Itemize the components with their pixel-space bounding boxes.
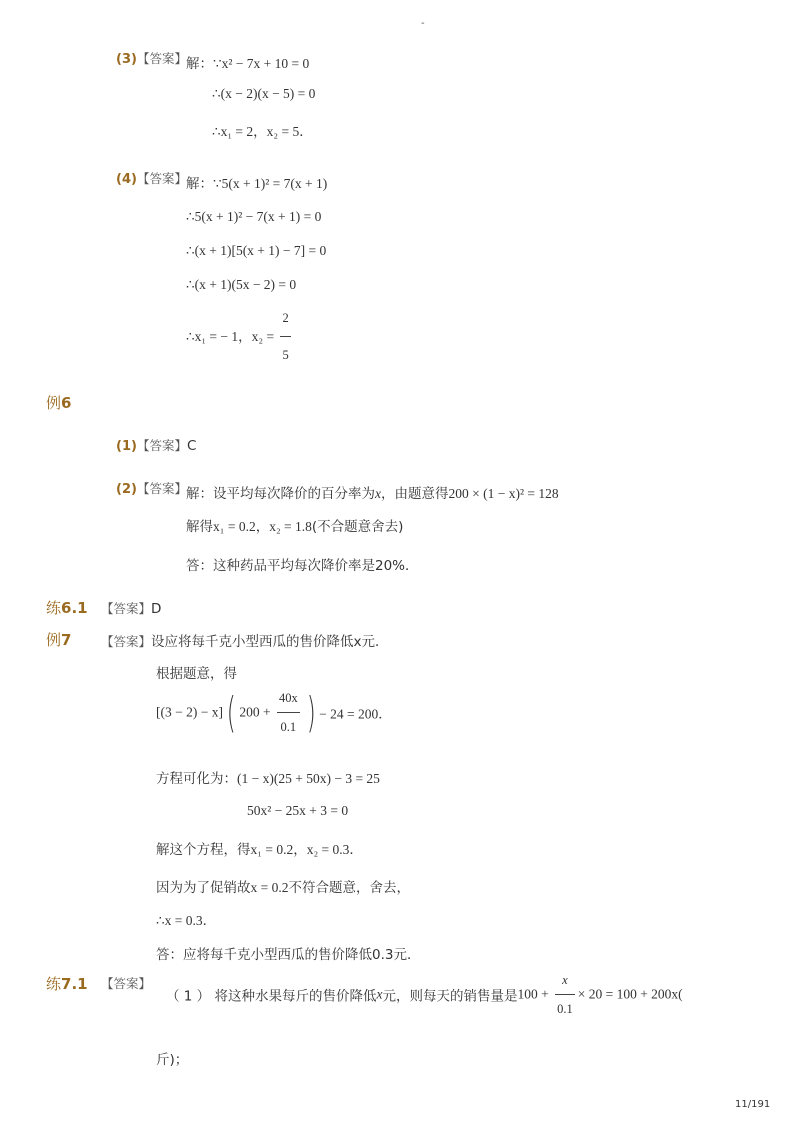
ex7-eq-right: − 24 = 200． <box>319 706 392 722</box>
ex7-line5: 50x² − 25x + 3 = 0 <box>247 803 349 818</box>
practice-7-1-frac-den: 0.1 <box>557 1002 573 1016</box>
q3-eq1: ∵x² − 7x + 10 = 0 <box>213 56 310 71</box>
practice-7-1-frac-num: x <box>562 973 568 987</box>
ex6-p2-equation: 200 × (1 − x)² = 128 <box>448 486 559 501</box>
q4-frac-den: 5 <box>282 348 289 362</box>
ex6-p2-line1 <box>186 482 559 502</box>
practice-7-1 <box>46 973 88 994</box>
ex7-line2: 根据题意，得 <box>156 666 237 682</box>
ex6-part2-header <box>116 478 187 497</box>
ex6-p1-answer: C <box>186 438 197 454</box>
answer-tag: 【答案】 <box>136 171 187 186</box>
ex7-line9: 答：应将每千克小型西瓜的售价降低0.3元． <box>156 947 421 963</box>
ex7-line8: ∴x = 0.3． <box>156 913 217 928</box>
ex7-eq-left: [(3 − 2) − x] <box>156 704 223 720</box>
ex7-line7 <box>156 876 410 896</box>
practice-7-1-text-a: （ 1 ） 将这种水果每斤的售价降低 <box>166 988 377 1005</box>
page-number: 11/191 <box>735 1099 771 1110</box>
header-mark: - <box>421 18 425 29</box>
q3-line3: ∴x₁ = 2，x₂ = 5． <box>212 124 313 139</box>
ex7-reason-text: 因为为了促销故 <box>156 880 251 896</box>
answer-tag: 【答案】 <box>101 976 152 991</box>
ex7-line4 <box>156 767 380 787</box>
q4-frac-num: 2 <box>282 311 289 325</box>
q3-number: (3) <box>116 52 137 67</box>
ex6-p2-roots: x₁ = 0.2，x₂ = 1.8 <box>213 519 312 534</box>
ex6-p2-text: 解：设平均每次降价的百分率为 <box>186 486 375 502</box>
practice-6-1 <box>46 597 88 618</box>
ex7-line6 <box>156 838 363 858</box>
ex7-solve-text: 解这个方程，得 <box>156 842 251 858</box>
ex6-p2-line3: 答：这种药品平均每次降价率是20%． <box>186 558 419 574</box>
ex7-roots: x₁ = 0.2，x₂ = 0.3． <box>250 842 363 857</box>
ex6-p2-text-mid: ，由题意得 <box>381 486 449 502</box>
practice-6-1-value: D <box>151 601 162 617</box>
practice-prefix: 练 <box>46 975 62 993</box>
practice-7-1-eq-post: × 20 = 100 + 200x( <box>577 986 683 1002</box>
practice-7-1-line2: 斤)； <box>156 1052 189 1068</box>
q3-solve-prefix: 解： <box>186 56 213 72</box>
ex6-p2-solve-word: 解得 <box>186 519 213 535</box>
example-prefix: 例 <box>46 394 62 412</box>
ex7-simplify-text: 方程可化为： <box>156 771 237 787</box>
ex6-p2-reject-note: (不合题意舍去) <box>311 519 404 535</box>
ex7-simplified-eq: (1 − x)(25 + 50x) − 3 = 25 <box>237 771 380 786</box>
answer-tag: 【答案】 <box>136 481 187 496</box>
q4-number: (4) <box>116 172 137 187</box>
ex6-p2-var: x <box>375 486 381 501</box>
ex7-frac-num: 40x <box>278 691 298 705</box>
q4-fraction <box>280 310 290 363</box>
ex6-p2-number: (2) <box>116 482 137 497</box>
ex7-equation: [(3 − 2) − x]( 200 + $\frac{40x}{0.1}$ ) − 24 = 200． <box>156 687 392 737</box>
q4-line5 <box>186 310 294 363</box>
answer-tag: 【答案】 <box>136 438 187 453</box>
q4-line4: ∴(x + 1)(5x − 2) = 0 <box>186 277 297 292</box>
q4-eq1: ∵5(x + 1)² = 7(x + 1) <box>213 176 328 191</box>
q4-solve-prefix: 解： <box>186 176 213 192</box>
q3-line1 <box>186 52 309 72</box>
ex7-eq-inner: 200 + <box>239 704 274 720</box>
ex7-reject-eq: x = 0.2 <box>250 880 289 895</box>
practice-7-1-text-b: 元，则每天的销售量是 <box>382 988 518 1005</box>
answer-tag: 【答案】 <box>101 634 152 649</box>
practice-7-1-eq-pre: 100 + <box>517 986 553 1002</box>
q3-line2: ∴(x − 2)(x − 5) = 0 <box>212 86 316 101</box>
practice-number: 7.1 <box>61 975 88 993</box>
ex7-reject-text: 不符合题意，舍去， <box>288 880 410 896</box>
practice-7-1-var: x <box>376 986 383 1002</box>
example-number: 7 <box>61 631 72 649</box>
practice-6-1-answer <box>101 598 161 617</box>
q4-line2: ∴5(x + 1)² − 7(x + 1) = 0 <box>186 209 322 224</box>
practice-prefix: 练 <box>46 599 62 617</box>
answer-tag: 【答案】 <box>136 51 187 66</box>
ex6-p1-number: (1) <box>116 439 137 454</box>
example-7-label <box>46 629 71 650</box>
practice-7-1-line1 <box>166 972 683 1017</box>
q4-line3: ∴(x + 1)[5(x + 1) − 7] = 0 <box>186 243 327 258</box>
q3-header <box>116 48 187 67</box>
practice-7-1-fraction <box>555 972 575 1017</box>
example-prefix: 例 <box>46 631 62 649</box>
example-6-label <box>46 392 71 413</box>
example-number: 6 <box>61 394 72 412</box>
ex7-fraction <box>277 690 300 735</box>
ex6-p2-line2 <box>186 515 403 535</box>
q4-roots: ∴x₁ = − 1，x₂ = <box>186 329 278 344</box>
q4-line1 <box>186 172 327 192</box>
ex7-frac-den: 0.1 <box>280 720 297 734</box>
ex7-setup: 设应将每千克小型西瓜的售价降低x元． <box>151 634 389 650</box>
answer-tag: 【答案】 <box>101 601 152 616</box>
ex6-part1 <box>116 435 196 454</box>
ex7-line1 <box>101 630 389 650</box>
practice-number: 6.1 <box>61 599 88 617</box>
q4-header <box>116 168 187 187</box>
